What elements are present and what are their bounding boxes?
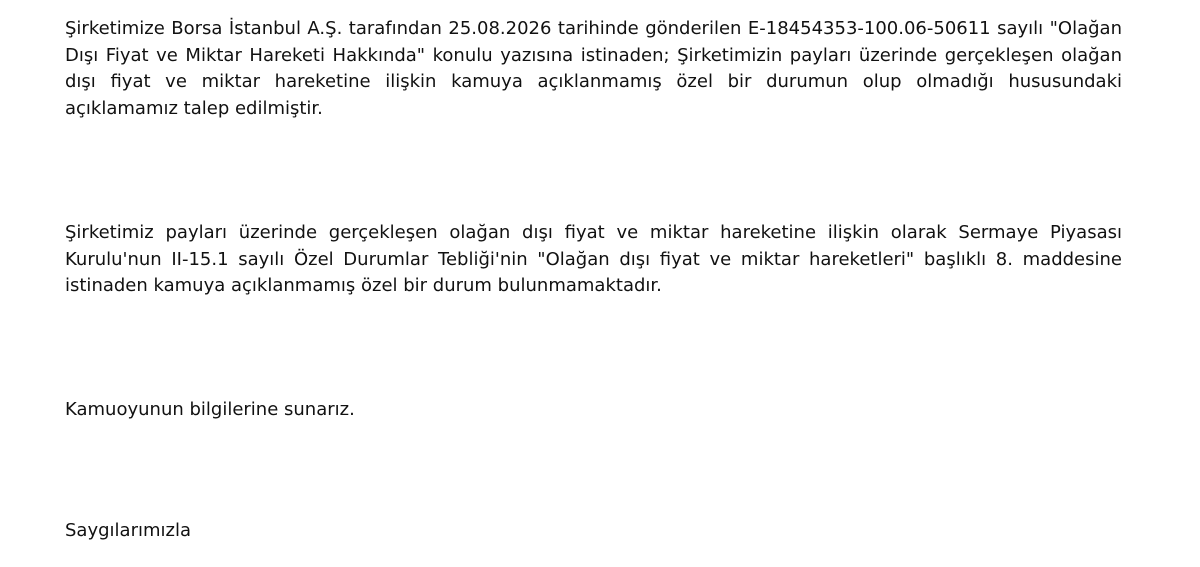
signature-salutation: Saygılarımızla xyxy=(65,520,191,541)
request-paragraph: Şirketimize Borsa İstanbul A.Ş. tarafından 25.08.2026 tarihinde gönderilen E-18454353-100.06-50611 sayılı "Olağan Dışı Fiyat ve Miktar Hareketi Hakkında" konulu yazısına istinaden; Şirketimizin payları üzerinde gerçekleşen olağan dışı fiyat ve miktar hareketine ilişkin kamuya açıklanmamış özel bir durumun olup olmadığı hususundaki açıklamamız talep edilmiştir. xyxy=(65,18,1122,119)
statement-paragraph: Şirketimiz payları üzerinde gerçekleşen olağan dışı fiyat ve miktar hareketine ilişkin olarak Sermaye Piyasası Kurulu'nun II-15.1 sayılı Özel Durumlar Tebliği'nin "Olağan dışı fiyat ve miktar hareketleri" başlıklı 8. maddesine istinaden kamuya açıklanmamış özel bir durum bulunmamaktadır. xyxy=(65,222,1122,296)
closing-paragraph: Kamuoyunun bilgilerine sunarız. xyxy=(65,399,355,420)
